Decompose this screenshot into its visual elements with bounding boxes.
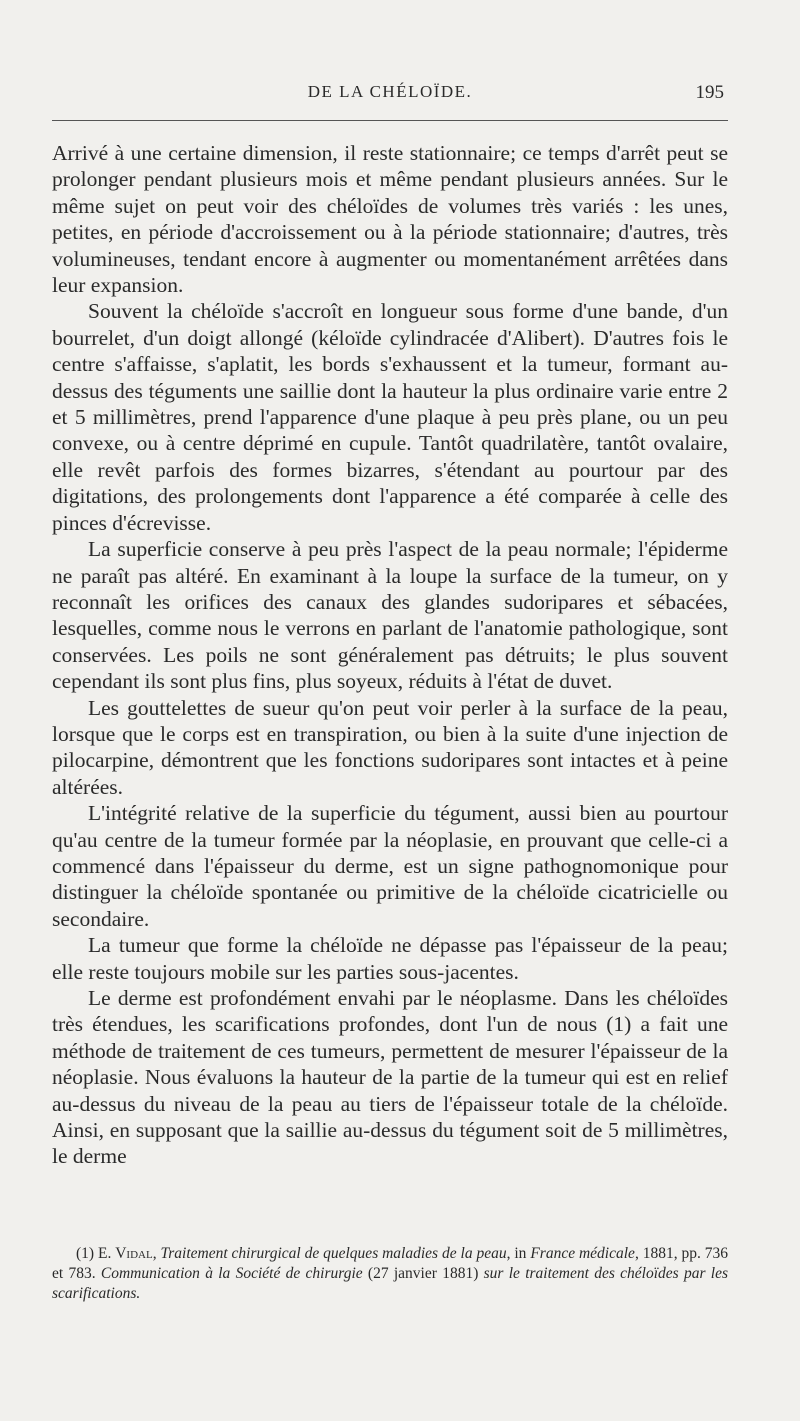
footnote — [52, 1244, 728, 1304]
page-header — [52, 82, 728, 112]
paragraph: Les gouttelettes de sueur qu'on peut voir perler à la surface de la peau, lorsque que le corps est en transpiration, ou bien à la suite d'une injection de pilocarpine, démontrent que les fonctions sudoripares sont intactes et à peine altérées. — [52, 695, 728, 799]
paragraph: La superficie conserve à peu près l'aspect de la peau normale; l'épiderme ne paraît pas altéré. En examinant à la loupe la surface de la tumeur, on y reconnaît les orifices des canaux des glandes sudoripares et sébacées, lesquelles, comme nous le verrons en parlant de l'anatomie pathologique, sont conservées. Les poils ne sont généralement pas détruits; le plus souvent cependant ils sont plus fins, plus soyeux, réduits à l'état de duvet. — [52, 537, 728, 694]
running-title: DE LA CHÉLOÏDE. — [307, 82, 473, 101]
paragraph: L'intégrité relative de la superficie du tégument, aussi bien au pourtour qu'au centre de la tumeur formée par la néoplasie, en prouvant que celle-ci a commencé dans l'épaisseur du derme, est un signe pathognomonique pour distinguer la chéloïde spontanée ou primitive de la chéloïde cicatricielle ou secondaire. — [52, 801, 728, 931]
footnote-communication: Communication à la Société de chirurgie — [100, 1265, 363, 1282]
footnote-author: Vidal — [115, 1245, 153, 1262]
footnote-journal: France médicale — [530, 1245, 635, 1262]
paragraph: Arrivé à une certaine dimension, il reste stationnaire; ce temps d'arrêt peut se prolonger pendant plusieurs mois et même pendant plusieurs années. Sur le même sujet on peut voir des chéloïdes de volumes très variés : les unes, petites, en période d'accroissement ou à la période stationnaire; d'autres, très volumineuses, tendant encore à augmenter ou momentanément arrêtées dans leur expansion. — [52, 141, 728, 298]
footnote-title: Traitement chirurgical de quelques maladies de la peau — [160, 1245, 507, 1262]
footnote-sep: , 1881, pp. 736 et 783. — [52, 1245, 729, 1282]
footnote-sep: , — [152, 1245, 161, 1262]
header-rule — [52, 120, 728, 121]
footnote-date: (27 janvier 1881) — [362, 1265, 484, 1282]
footnote-text — [52, 1244, 728, 1304]
footnote-marker: (1) E. — [76, 1245, 116, 1262]
body-text — [52, 140, 728, 1170]
page-number: 195 — [695, 82, 724, 103]
footnote-subject: sur le traitement des chéloïdes par les scarifications. — [52, 1265, 729, 1302]
paragraph: Souvent la chéloïde s'accroît en longueur sous forme d'une bande, d'un bourrelet, d'un doigt allongé (kéloïde cylindracée d'Alibert). D'autres fois le centre s'affaisse, s'aplatit, les bords s'exhaussent et la tumeur, formant au-dessus des téguments une saillie dont la hauteur la plus ordinaire varie entre 2 et 5 millimètres, prend l'apparence d'une plaque à peu près plane, ou un peu convexe, ou à centre déprimé en cupule. Tantôt quadrilatère, tantôt ovalaire, elle revêt parfois des formes bizarres, s'étendant au pourtour par des digitations, des prolongements dont l'apparence a été comparée à celle des pinces d'écrevisse. — [52, 299, 728, 535]
footnote-sep: , in — [506, 1245, 531, 1262]
paragraph: La tumeur que forme la chéloïde ne dépasse pas l'épaisseur de la peau; elle reste toujours mobile sur les parties sous-jacentes. — [52, 933, 728, 984]
paragraph: Le derme est profondément envahi par le néoplasme. Dans les chéloïdes très étendues, les scarifications profondes, dont l'un de nous (1) a fait une méthode de traitement de ces tumeurs, permettent de mesurer l'épaisseur de la néoplasie. Nous évaluons la hauteur de la partie de la tumeur qui est en relief au-dessus du niveau de la peau au tiers de l'épaisseur totale de la chéloïde. Ainsi, en supposant que la saillie au-dessus du tégument soit de 5 millimètres, le derme — [52, 986, 728, 1169]
